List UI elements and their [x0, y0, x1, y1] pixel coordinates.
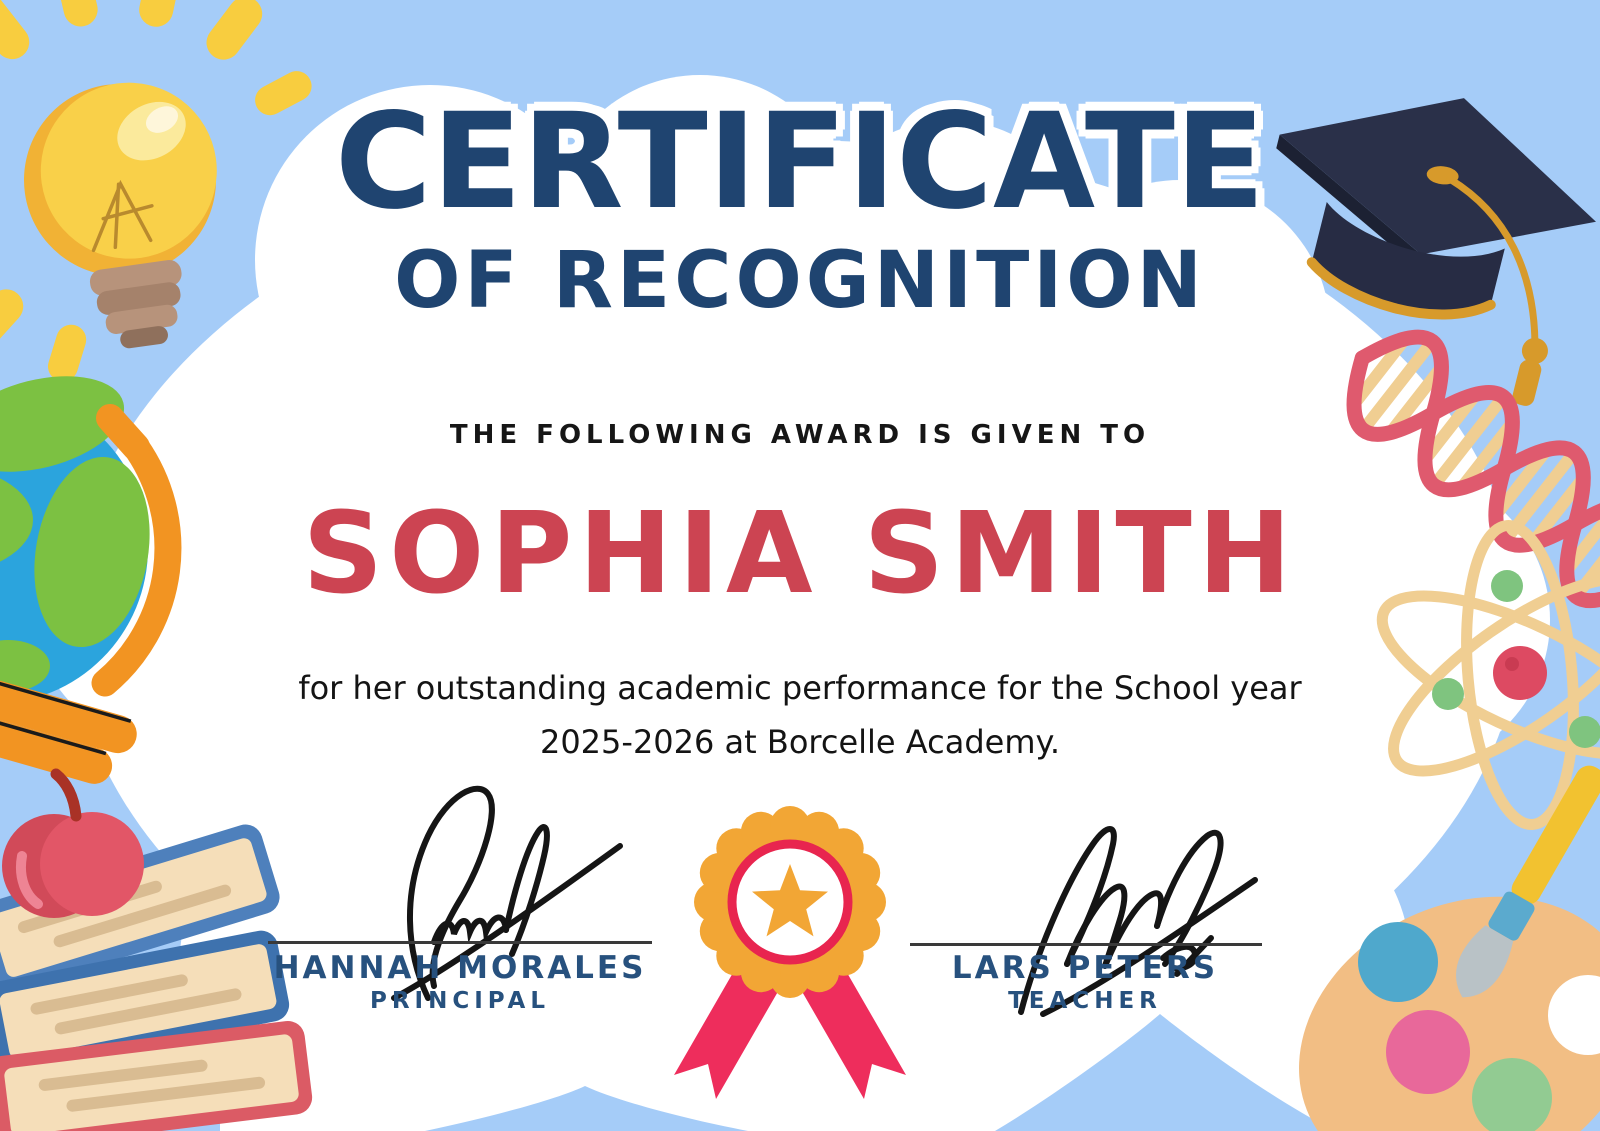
principal-name: HANNAH MORALES — [273, 950, 647, 986]
certificate-title-line2: OF RECOGNITION — [394, 236, 1206, 326]
teacher-role: TEACHER — [1008, 988, 1162, 1014]
description-line2: 2025-2026 at Borcelle Academy. — [539, 723, 1061, 761]
teacher-name: LARS PETERS — [951, 950, 1219, 986]
signature-line-principal — [268, 941, 652, 944]
intro-text: THE FOLLOWING AWARD IS GIVEN TO — [449, 420, 1151, 450]
signature-line-teacher — [910, 943, 1262, 946]
recipient-name: SOPHIA SMITH — [302, 489, 1298, 619]
certificate-title-line1: CERTIFICATE — [334, 85, 1266, 239]
description-line1: for her outstanding academic performance for the School year — [298, 669, 1302, 707]
principal-role: PRINCIPAL — [369, 988, 550, 1014]
